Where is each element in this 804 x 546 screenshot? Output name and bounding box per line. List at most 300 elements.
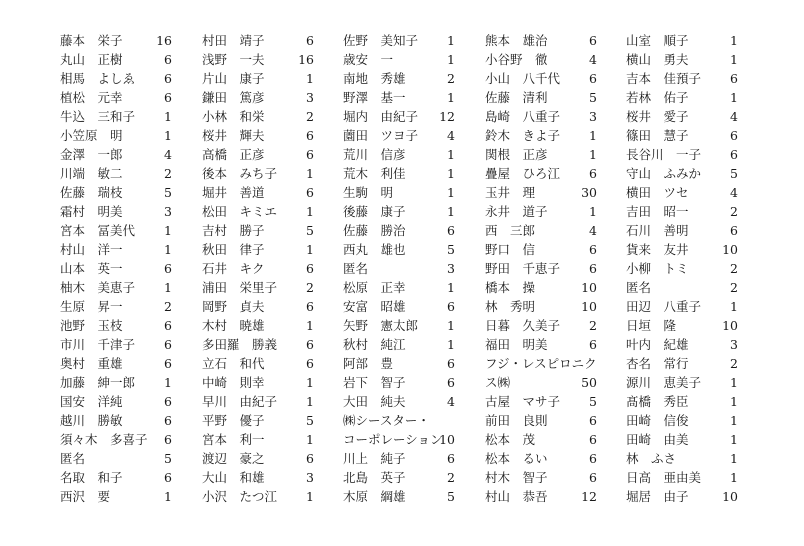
list-item	[485, 69, 597, 88]
list-item	[485, 183, 597, 202]
donation-count: 6	[447, 451, 455, 466]
donation-count: 6	[730, 71, 738, 86]
list-item	[202, 278, 314, 297]
list-item	[485, 145, 597, 164]
list-item	[626, 259, 738, 278]
donor-name: 生原 昇一	[60, 299, 123, 314]
donation-count: 1	[164, 280, 172, 295]
donation-count: 1	[447, 147, 455, 162]
donation-count: 1	[447, 33, 455, 48]
donor-name: 木村 暁雄	[202, 318, 265, 333]
donor-name: 安富 昭雄	[343, 299, 406, 314]
list-item	[202, 487, 314, 506]
list-item	[60, 50, 172, 69]
donation-count: 4	[589, 223, 597, 238]
donor-name: 吉本 佳預子	[626, 71, 702, 86]
donor-name: 片山 康子	[202, 71, 265, 86]
list-item	[626, 278, 738, 297]
donation-count: 6	[306, 33, 314, 48]
donor-name: 松田 キミエ	[202, 204, 278, 219]
donation-count: 16	[156, 33, 172, 48]
donor-name: 藤本 栄子	[60, 33, 123, 48]
list-item	[485, 50, 597, 69]
list-item	[60, 487, 172, 506]
donation-count: 10	[581, 299, 597, 314]
donation-count: 2	[306, 109, 314, 124]
list-item	[60, 126, 172, 145]
list-item	[485, 31, 597, 50]
donation-count: 1	[447, 280, 455, 295]
list-item	[343, 487, 455, 506]
donation-count: 6	[589, 166, 597, 181]
donor-name: 匿名	[343, 261, 369, 276]
list-item	[60, 164, 172, 183]
list-item	[343, 392, 455, 411]
donor-name: 前田 良則	[485, 413, 548, 428]
donor-name: 佐藤 清利	[485, 90, 548, 105]
donor-name: 柚木 美恵子	[60, 280, 136, 295]
list-item	[485, 297, 597, 316]
donor-name: 叶内 紀雄	[626, 337, 689, 352]
donor-name: 丸山 正樹	[60, 52, 123, 67]
donor-name: 牛込 三和子	[60, 109, 136, 124]
donation-count: 1	[306, 204, 314, 219]
list-item	[626, 107, 738, 126]
donor-name: 川上 純子	[343, 451, 406, 466]
donation-count: 6	[306, 299, 314, 314]
list-item	[202, 31, 314, 50]
donation-count: 4	[730, 185, 738, 200]
donation-count: 1	[447, 318, 455, 333]
list-item	[202, 164, 314, 183]
donation-count: 12	[581, 489, 597, 504]
donor-name: 日高 亜由美	[626, 470, 702, 485]
list-item	[485, 449, 597, 468]
list-item	[626, 69, 738, 88]
donor-name: 金澤 一郎	[60, 147, 123, 162]
list-item	[343, 221, 455, 240]
donor-name: 堀居 由子	[626, 489, 689, 504]
donor-name: 木原 綱雄	[343, 489, 406, 504]
donation-count: 6	[589, 261, 597, 276]
list-item	[343, 107, 455, 126]
list-item	[343, 449, 455, 468]
list-item	[60, 316, 172, 335]
donor-name: 宮本 利一	[202, 432, 265, 447]
donor-name: 阿部 豊	[343, 356, 394, 371]
list-item	[626, 164, 738, 183]
donor-name: 小谷野 徹	[485, 52, 548, 67]
list-item	[343, 430, 455, 449]
donation-count: 1	[447, 166, 455, 181]
list-item	[485, 278, 597, 297]
list-item	[626, 316, 738, 335]
list-item	[485, 202, 597, 221]
donation-count: 5	[164, 451, 172, 466]
donor-name: 篠田 慧子	[626, 128, 689, 143]
donation-count: 6	[306, 261, 314, 276]
donor-name: 吉村 勝子	[202, 223, 265, 238]
donation-count: 5	[306, 413, 314, 428]
list-item	[626, 354, 738, 373]
donation-count: 5	[447, 242, 455, 257]
donor-name: フジ・レスピロニク	[485, 356, 597, 371]
list-item	[202, 145, 314, 164]
donation-count: 12	[439, 109, 455, 124]
donor-name: 山本 英一	[60, 261, 123, 276]
list-item	[626, 31, 738, 50]
donation-count: 1	[306, 71, 314, 86]
donor-name: 早川 由紀子	[202, 394, 278, 409]
donation-count: 1	[730, 394, 738, 409]
list-item	[485, 354, 597, 373]
list-item	[60, 449, 172, 468]
donation-count: 6	[164, 90, 172, 105]
list-item	[202, 316, 314, 335]
list-item	[202, 259, 314, 278]
donation-count: 4	[589, 52, 597, 67]
donor-name: 西 三郎	[485, 223, 536, 238]
donation-count: 3	[164, 204, 172, 219]
list-item	[202, 88, 314, 107]
donor-name: 佐野 美知子	[343, 33, 419, 48]
list-item	[343, 373, 455, 392]
donation-count: 2	[730, 356, 738, 371]
list-item	[202, 354, 314, 373]
list-item	[60, 297, 172, 316]
donor-name: 吉田 昭一	[626, 204, 689, 219]
list-item	[60, 354, 172, 373]
donation-count: 6	[164, 470, 172, 485]
donor-name: 高橋 正彦	[202, 147, 265, 162]
list-item	[626, 50, 738, 69]
donor-name: 永井 道子	[485, 204, 548, 219]
list-item	[60, 373, 172, 392]
donor-name: 守山 ふみか	[626, 166, 702, 181]
list-item	[343, 88, 455, 107]
list-item	[343, 335, 455, 354]
list-item	[60, 202, 172, 221]
donation-count: 1	[730, 90, 738, 105]
list-item	[60, 69, 172, 88]
list-item	[60, 221, 172, 240]
donation-count: 6	[589, 432, 597, 447]
list-item	[343, 259, 455, 278]
list-item	[485, 221, 597, 240]
donor-name: 林 秀明	[485, 299, 536, 314]
donation-count: 6	[589, 242, 597, 257]
donor-name: ㈱シースター・	[343, 413, 430, 428]
donor-name: 加藤 紳一郎	[60, 375, 136, 390]
list-item	[202, 221, 314, 240]
list-item	[626, 88, 738, 107]
donation-count: 5	[589, 90, 597, 105]
donor-name: 田崎 信俊	[626, 413, 689, 428]
list-item	[343, 31, 455, 50]
list-item	[343, 145, 455, 164]
list-item	[343, 354, 455, 373]
donor-name: 薗田 ツヨ子	[343, 128, 419, 143]
donor-name: 鈴木 きよ子	[485, 128, 561, 143]
donation-count: 6	[164, 394, 172, 409]
list-item	[485, 430, 597, 449]
donor-name: 宮本 冨美代	[60, 223, 136, 238]
list-item	[202, 335, 314, 354]
donation-count: 1	[164, 489, 172, 504]
donation-count: 2	[730, 261, 738, 276]
donation-count: 1	[306, 394, 314, 409]
list-item	[60, 430, 172, 449]
list-item	[343, 202, 455, 221]
donation-count: 6	[164, 71, 172, 86]
list-item	[202, 183, 314, 202]
list-item	[343, 126, 455, 145]
donation-count: 2	[730, 204, 738, 219]
donation-count: 6	[589, 470, 597, 485]
list-item	[202, 411, 314, 430]
donation-count: 6	[306, 128, 314, 143]
donor-name: 川端 敏二	[60, 166, 123, 181]
donor-name: 南地 秀雄	[343, 71, 406, 86]
donor-name: 野澤 基一	[343, 90, 406, 105]
donor-name: 生駒 明	[343, 185, 394, 200]
donor-name: 小柳 トミ	[626, 261, 689, 276]
donor-name: 荒川 信彦	[343, 147, 406, 162]
donor-name: 村田 靖子	[202, 33, 265, 48]
donation-count: 6	[164, 337, 172, 352]
donation-count: 50	[581, 375, 597, 390]
donor-name: 野口 信	[485, 242, 536, 257]
donor-name: 松本 るい	[485, 451, 548, 466]
donor-name: 国安 洋純	[60, 394, 123, 409]
list-item	[485, 88, 597, 107]
donor-name: 立石 和代	[202, 356, 265, 371]
donation-count: 6	[164, 261, 172, 276]
list-item	[202, 297, 314, 316]
donation-count: 1	[589, 128, 597, 143]
donation-count: 4	[730, 109, 738, 124]
donation-count: 4	[447, 394, 455, 409]
donor-name: 植松 元幸	[60, 90, 123, 105]
donation-count: 1	[730, 413, 738, 428]
donor-name: 佐藤 勝治	[343, 223, 406, 238]
list-item	[343, 240, 455, 259]
donor-name: 匿名	[626, 280, 652, 295]
list-item	[343, 164, 455, 183]
donor-name: 後藤 康子	[343, 204, 406, 219]
donation-count: 1	[730, 33, 738, 48]
donation-count: 1	[306, 432, 314, 447]
donor-name: 大田 純夫	[343, 394, 406, 409]
list-item	[343, 69, 455, 88]
list-item	[485, 487, 597, 506]
donation-count: 6	[589, 33, 597, 48]
list-item	[343, 411, 455, 430]
donation-count: 2	[447, 71, 455, 86]
list-item	[202, 392, 314, 411]
list-item	[485, 126, 597, 145]
donor-name: 北島 英子	[343, 470, 406, 485]
donor-name: 貨来 友井	[626, 242, 689, 257]
list-item	[60, 278, 172, 297]
donation-count: 6	[589, 451, 597, 466]
donor-name: 源川 恵美子	[626, 375, 702, 390]
donation-count: 6	[164, 318, 172, 333]
donor-name: 石井 キク	[202, 261, 265, 276]
donation-count: 6	[589, 413, 597, 428]
list-item	[60, 335, 172, 354]
list-item	[626, 468, 738, 487]
list-item	[343, 183, 455, 202]
list-item	[626, 126, 738, 145]
donation-count: 6	[730, 147, 738, 162]
name-column	[485, 31, 597, 506]
donor-name: 平野 優子	[202, 413, 265, 428]
donation-count: 6	[447, 223, 455, 238]
list-item	[626, 487, 738, 506]
donation-count: 6	[589, 71, 597, 86]
donor-name: 岩下 智子	[343, 375, 406, 390]
donor-name: 福田 明美	[485, 337, 548, 352]
donation-count: 1	[730, 451, 738, 466]
donor-name: 匿名	[60, 451, 86, 466]
donor-name: 小笠原 明	[60, 128, 123, 143]
donor-name: 矢野 憲太郎	[343, 318, 419, 333]
list-item	[202, 107, 314, 126]
donation-count: 1	[730, 299, 738, 314]
donation-count: 6	[447, 375, 455, 390]
donation-count: 6	[447, 356, 455, 371]
list-item	[626, 183, 738, 202]
donor-name: 後本 みち子	[202, 166, 278, 181]
donor-name: 島崎 八重子	[485, 109, 561, 124]
donor-name: 桜井 輝夫	[202, 128, 265, 143]
donation-count: 3	[589, 109, 597, 124]
donor-name: 田崎 由美	[626, 432, 689, 447]
donation-count: 2	[730, 280, 738, 295]
list-item	[626, 430, 738, 449]
list-item	[626, 373, 738, 392]
list-item	[343, 297, 455, 316]
donation-count: 1	[447, 204, 455, 219]
donor-name: 村山 恭吾	[485, 489, 548, 504]
donation-count: 6	[164, 413, 172, 428]
donor-name: 横田 ツセ	[626, 185, 689, 200]
donor-name: 佐藤 瑞枝	[60, 185, 123, 200]
donor-name: 日垣 隆	[626, 318, 677, 333]
donation-count: 10	[439, 432, 455, 447]
donor-name: 野田 千恵子	[485, 261, 561, 276]
list-item	[60, 183, 172, 202]
donor-name: 鎌田 篤彦	[202, 90, 265, 105]
donation-count: 1	[164, 109, 172, 124]
list-item	[60, 88, 172, 107]
list-item	[626, 411, 738, 430]
donation-count: 1	[589, 204, 597, 219]
donation-count: 3	[306, 470, 314, 485]
donor-name: コーポレーション	[343, 432, 443, 447]
list-item	[60, 392, 172, 411]
donor-name: 相馬 よしゑ	[60, 71, 136, 86]
donor-name: 市川 千津子	[60, 337, 136, 352]
donor-name: 杏名 常行	[626, 356, 689, 371]
donor-name: 髙橋 秀臣	[626, 394, 689, 409]
donor-name: ス㈱	[485, 375, 511, 390]
list-item	[343, 316, 455, 335]
list-item	[626, 240, 738, 259]
donor-name: 関根 正彦	[485, 147, 548, 162]
donor-name: 池野 玉枝	[60, 318, 123, 333]
list-item	[60, 240, 172, 259]
donation-count: 6	[589, 337, 597, 352]
donation-count: 1	[164, 223, 172, 238]
name-column	[60, 31, 172, 506]
donation-count: 3	[306, 90, 314, 105]
donation-count: 3	[447, 261, 455, 276]
donation-count: 6	[164, 432, 172, 447]
donor-name: 西沢 要	[60, 489, 111, 504]
donation-count: 6	[306, 356, 314, 371]
list-item	[60, 31, 172, 50]
donor-name: 小林 和栄	[202, 109, 265, 124]
donor-name: 西丸 雄也	[343, 242, 406, 257]
list-item	[60, 259, 172, 278]
name-column	[626, 31, 738, 506]
donation-count: 2	[306, 280, 314, 295]
donation-count: 6	[306, 185, 314, 200]
donor-name: 須々木 多喜子	[60, 432, 148, 447]
donor-name: 荒木 利佳	[343, 166, 406, 181]
donation-count: 1	[306, 375, 314, 390]
donation-count: 6	[164, 52, 172, 67]
donor-name: 村山 洋一	[60, 242, 123, 257]
list-item	[626, 392, 738, 411]
donor-name: 中崎 則幸	[202, 375, 265, 390]
donation-count: 1	[306, 318, 314, 333]
donor-name: 大山 和雄	[202, 470, 265, 485]
donation-count: 3	[730, 337, 738, 352]
list-item	[485, 392, 597, 411]
donor-name: 歳安 一	[343, 52, 394, 67]
donation-count: 1	[447, 52, 455, 67]
donation-count: 6	[730, 128, 738, 143]
donor-name: 石川 善明	[626, 223, 689, 238]
donor-name: 林 ふさ	[626, 451, 677, 466]
donation-count: 6	[306, 337, 314, 352]
list-item	[485, 468, 597, 487]
list-item	[626, 221, 738, 240]
list-item	[60, 145, 172, 164]
list-item	[343, 468, 455, 487]
donation-count: 1	[447, 337, 455, 352]
donor-name: 浅野 一夫	[202, 52, 265, 67]
donation-count: 6	[306, 451, 314, 466]
donor-name: 小沢 たつ江	[202, 489, 278, 504]
donor-name: 桜井 愛子	[626, 109, 689, 124]
donation-count: 5	[447, 489, 455, 504]
donor-name: 疊屋 ひろ江	[485, 166, 561, 181]
donor-name: 長谷川 一子	[626, 147, 702, 162]
donor-name: 越川 勝敏	[60, 413, 123, 428]
donation-count: 5	[306, 223, 314, 238]
donation-count: 6	[306, 147, 314, 162]
donation-count: 6	[730, 223, 738, 238]
donation-count: 1	[306, 242, 314, 257]
list-item	[626, 335, 738, 354]
list-item	[626, 449, 738, 468]
donation-count: 2	[589, 318, 597, 333]
donor-name: 浦田 栄里子	[202, 280, 278, 295]
